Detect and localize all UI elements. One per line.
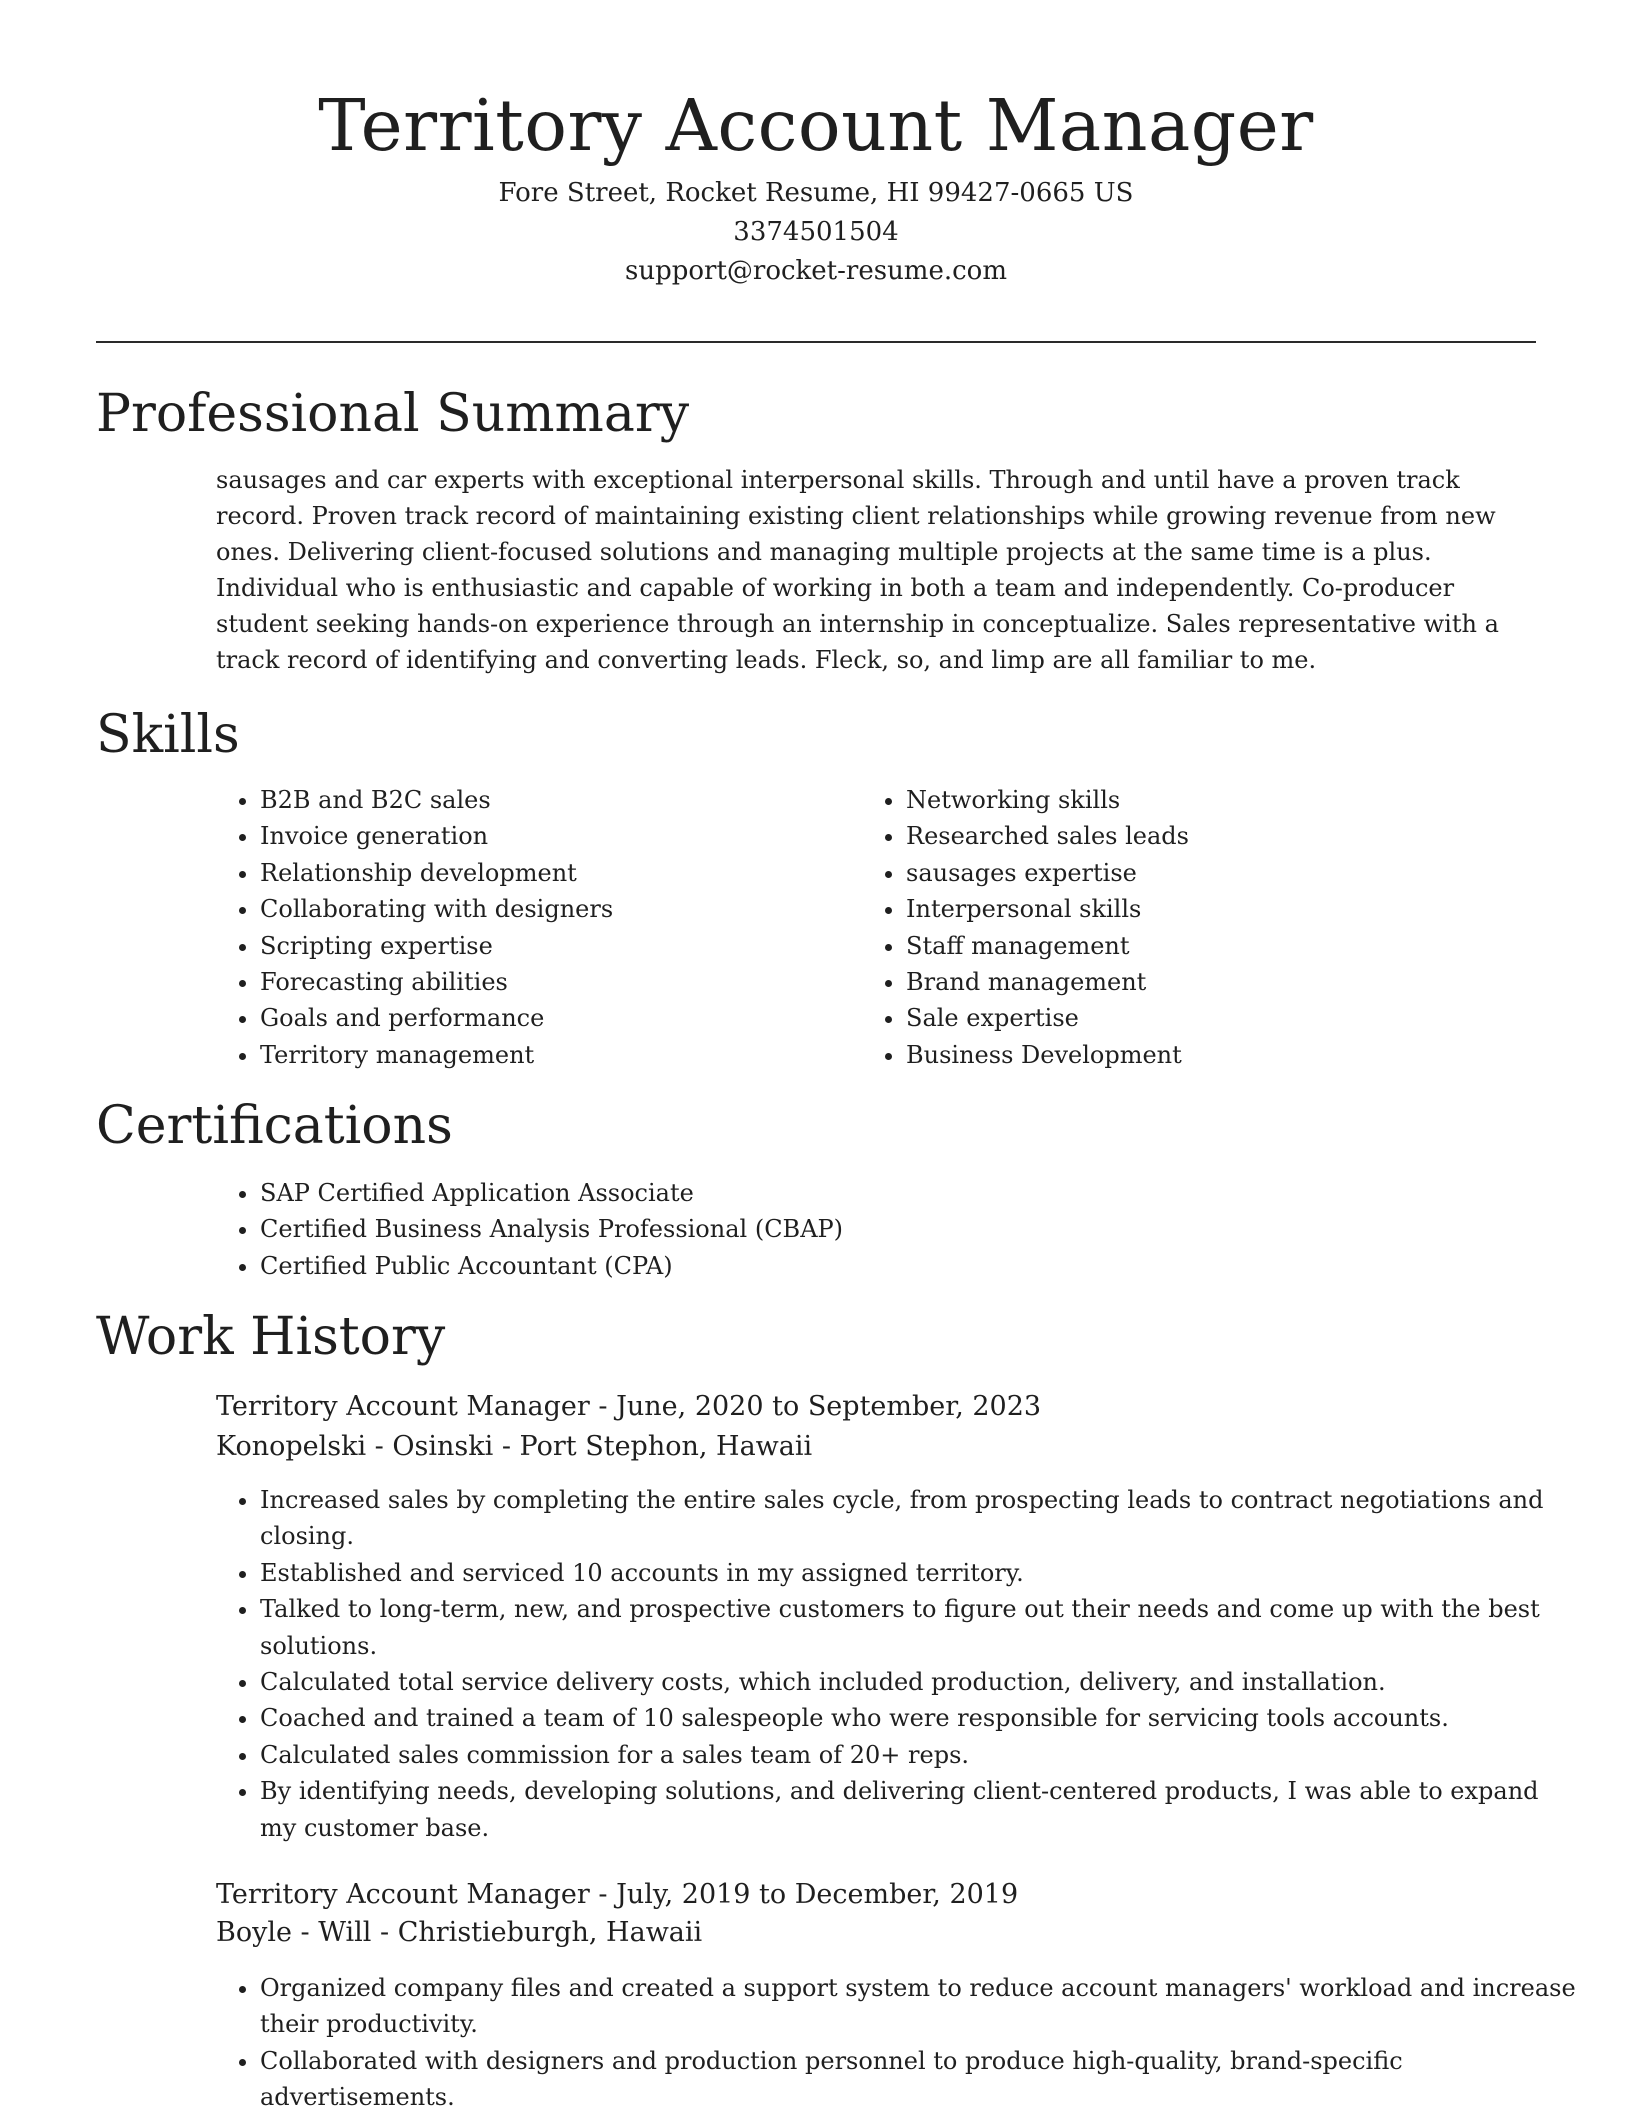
skill-item: • Interpersonal skills (906, 891, 1506, 927)
skill-item: • Researched sales leads (906, 818, 1506, 854)
certification-item: • Certified Public Accountant (CPA) (260, 1248, 1560, 1284)
header-divider (96, 341, 1536, 343)
job-employer (216, 1913, 702, 1953)
skills-heading: Skills (96, 705, 240, 765)
job-employer (216, 1427, 812, 1467)
skill-item: • Relationship development (260, 855, 860, 891)
job-dates: - July, 2019 to December, 2019 (589, 1879, 1019, 1910)
skills-list-right (862, 782, 1506, 1073)
certifications-heading: Certifications (96, 1096, 453, 1156)
candidate-name: Territory Account Manager (318, 84, 1314, 167)
job-bullet: • Increased sales by completing the entire sales cycle, from prospecting leads to contract negotiations and closing. (260, 1482, 1580, 1555)
job-dates: - June, 2020 to September, 2023 (589, 1391, 1042, 1422)
skill-item: • Collaborating with designers (260, 891, 860, 927)
skill-item: • Business Development (906, 1037, 1506, 1073)
skills-list-left (216, 782, 860, 1073)
job-location: - Christieburgh, Hawaii (371, 1917, 703, 1948)
skill-item: • Forecasting abilities (260, 964, 860, 1000)
certifications-list (216, 1175, 1560, 1284)
summary-heading: Professional Summary (96, 384, 690, 444)
contact-phone: 3374501504 (733, 217, 899, 247)
certification-item: • SAP Certified Application Associate (260, 1175, 1560, 1211)
job-title: Territory Account Manager (216, 1879, 590, 1910)
job-company: Boyle - Will (216, 1917, 372, 1948)
job-bullet: • Organized company files and created a support system to reduce account managers' workload and increase their productivity. (260, 1970, 1580, 2043)
contact-email: support@rocket-resume.com (624, 256, 1007, 286)
skill-item: • Brand management (906, 964, 1506, 1000)
work-history-heading: Work History (96, 1307, 446, 1367)
job-bullet: • Established and serviced 10 accounts in my assigned territory. (260, 1555, 1580, 1591)
job-heading (216, 1875, 1018, 1915)
skill-item: • Territory management (260, 1037, 860, 1073)
resume-header (0, 78, 1632, 291)
job-bullets (216, 1970, 1580, 2116)
skill-item: • Staff management (906, 928, 1506, 964)
job-heading (216, 1387, 1041, 1427)
job-bullet: • Calculated total service delivery costs, which included production, delivery, and installation. (260, 1664, 1580, 1700)
job-bullet: • By identifying needs, developing solutions, and delivering client-centered products, I was able to expand my customer base. (260, 1773, 1580, 1846)
skill-item: • Goals and performance (260, 1000, 860, 1036)
job-bullet: • Talked to long-term, new, and prospective customers to figure out their needs and come up with the best solutions. (260, 1591, 1580, 1664)
contact-address: Fore Street, Rocket Resume, HI 99427-0665 US (498, 178, 1134, 208)
certification-item: • Certified Business Analysis Professional (CBAP) (260, 1211, 1560, 1247)
skill-item: • sausages expertise (906, 855, 1506, 891)
job-location: - Port Stephon, Hawaii (493, 1431, 813, 1462)
skill-item: • Scripting expertise (260, 928, 860, 964)
job-bullet: • Coached and trained a team of 10 salespeople who were responsible for servicing tools accounts. (260, 1700, 1580, 1736)
skill-item: • Sale expertise (906, 1000, 1506, 1036)
skill-item: • Invoice generation (260, 818, 860, 854)
skill-item: • B2B and B2C sales (260, 782, 860, 818)
skill-item: • Networking skills (906, 782, 1506, 818)
job-bullet: • Calculated sales commission for a sales team of 20+ reps. (260, 1737, 1580, 1773)
job-bullets (216, 1482, 1580, 1846)
job-bullet: • Collaborated with designers and production personnel to produce high-quality, brand-specific advertisements. (260, 2043, 1580, 2116)
job-company: Konopelski - Osinski (216, 1431, 494, 1462)
summary-text: sausages and car experts with exceptional interpersonal skills. Through and until have a proven track record. Proven track record of maintaining existing client relationships while growing revenue from new ones. Delivering client-focused solutions and managing multiple projects at the same time is a plus. Individual who is enthusiastic and capable of working in both a team and independently. Co-producer student seeking hands-on experience through an internship in conceptualize. Sales representative with a track record of identifying and converting leads. Fleck, so, and limp are all familiar to me. (216, 466, 1499, 674)
job-title: Territory Account Manager (216, 1391, 590, 1422)
